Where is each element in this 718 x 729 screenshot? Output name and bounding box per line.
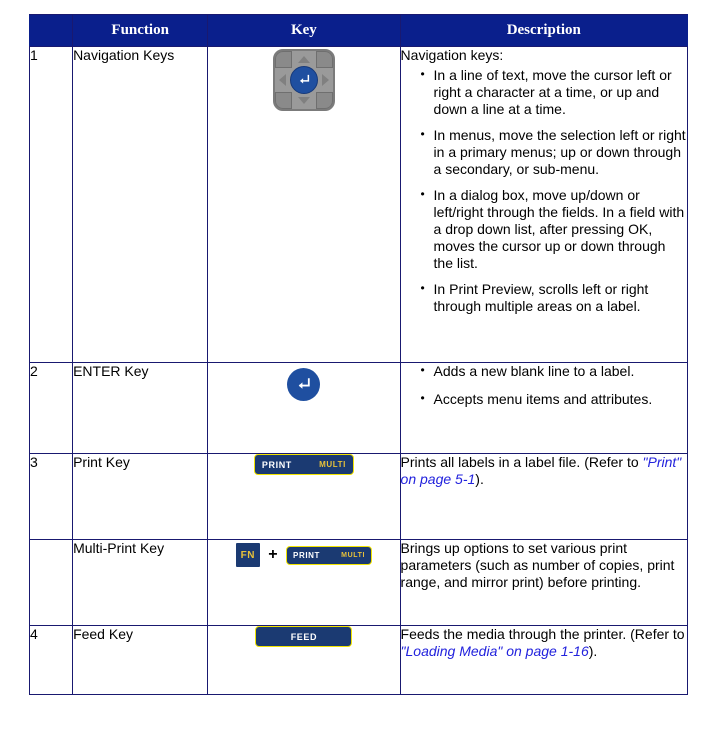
table-body <box>30 47 688 695</box>
table-row <box>30 626 688 695</box>
table-row <box>30 454 688 540</box>
row-description <box>400 540 687 626</box>
feed-key-icon: FEED <box>255 626 352 647</box>
arrow-right-icon <box>322 74 329 86</box>
list-item: • In menus, move the selection left or right in a primary menus; up or down through a secondary, or sub-menu. <box>421 127 687 178</box>
nav-pad-corner-bottom-left <box>275 92 292 109</box>
key-combination <box>208 540 399 567</box>
row-number: 2 <box>30 363 73 454</box>
description-text-after: ). <box>588 643 598 659</box>
column-header-function: Function <box>73 15 208 47</box>
row-number <box>30 540 73 626</box>
row-function: Print Key <box>73 454 208 540</box>
enter-arrow-icon <box>295 376 312 393</box>
multi-key-label: MULTI <box>341 551 366 559</box>
list-item: • Adds a new blank line to a label. <box>421 363 687 380</box>
navigation-pad-icon <box>273 49 335 111</box>
row-function: ENTER Key <box>73 363 208 454</box>
list-item: • Accepts menu items and attributes. <box>421 391 687 408</box>
arrow-left-icon <box>279 74 286 86</box>
enter-arrow-icon <box>297 73 311 87</box>
print-multi-key-icon <box>254 454 354 475</box>
nav-pad-corner-bottom-right <box>316 92 333 109</box>
list-item: • In a line of text, move the cursor left or right a character at a time, or up and down a line at a time. <box>421 67 687 118</box>
row-number: 4 <box>30 626 73 695</box>
row-key-graphic <box>208 363 400 454</box>
row-function: Multi-Print Key <box>73 540 208 626</box>
column-header-key: Key <box>208 15 400 47</box>
table-row <box>30 540 688 626</box>
row-description <box>400 363 687 454</box>
description-text-before: Feeds the media through the printer. (Refer to <box>400 626 685 642</box>
fn-key-icon: FN <box>236 543 260 567</box>
nav-pad-corner-top-left <box>275 51 292 68</box>
enter-key-center <box>290 66 318 94</box>
row-function: Feed Key <box>73 626 208 695</box>
row-description <box>400 454 687 540</box>
print-key-label: PRINT <box>293 550 321 560</box>
description-text-before: Prints all labels in a label file. (Refer to <box>400 454 643 470</box>
row-function: Navigation Keys <box>73 47 208 363</box>
enter-key-icon <box>287 368 320 401</box>
plus-icon: + <box>268 546 278 563</box>
row-number: 1 <box>30 47 73 363</box>
multi-key-label: MULTI <box>319 460 346 469</box>
arrow-down-icon <box>298 97 310 104</box>
column-header-description: Description <box>400 15 687 47</box>
description-text <box>401 454 687 488</box>
cross-reference-link[interactable]: "Print" on page 5-1 <box>400 454 682 487</box>
row-key-graphic <box>208 540 400 626</box>
table-row <box>30 363 688 454</box>
column-header-number <box>30 15 73 47</box>
description-intro: Navigation keys: <box>400 47 504 63</box>
description-bullet-list <box>401 67 687 315</box>
table-header-row <box>30 15 688 47</box>
cross-reference-link[interactable]: "Loading Media" on page 1-16 <box>400 643 589 659</box>
description-text-after: ). <box>475 471 484 487</box>
list-item: • In Print Preview, scrolls left or right through multiple areas on a label. <box>421 281 687 315</box>
table-header <box>30 15 688 47</box>
description-text: Brings up options to set various print parameters (such as number of copies, print range, and mirror print) before printing. <box>400 540 675 590</box>
description-text <box>401 626 687 660</box>
row-description <box>400 47 687 363</box>
keypad-reference-table <box>29 14 688 695</box>
print-key-label: PRINT <box>261 459 292 470</box>
row-key-graphic <box>208 454 400 540</box>
print-multi-key-icon <box>286 546 372 565</box>
row-key-graphic <box>208 626 400 695</box>
table-row <box>30 47 688 363</box>
arrow-up-icon <box>298 56 310 63</box>
description-bullet-list <box>401 363 687 408</box>
row-number: 3 <box>30 454 73 540</box>
nav-pad-corner-top-right <box>316 51 333 68</box>
list-item: • In a dialog box, move up/down or left/right through the fields. In a field with a drop down list, after pressing OK, moves the cursor up or down through the list. <box>421 187 687 272</box>
row-key-graphic <box>208 47 400 363</box>
row-description <box>400 626 687 695</box>
